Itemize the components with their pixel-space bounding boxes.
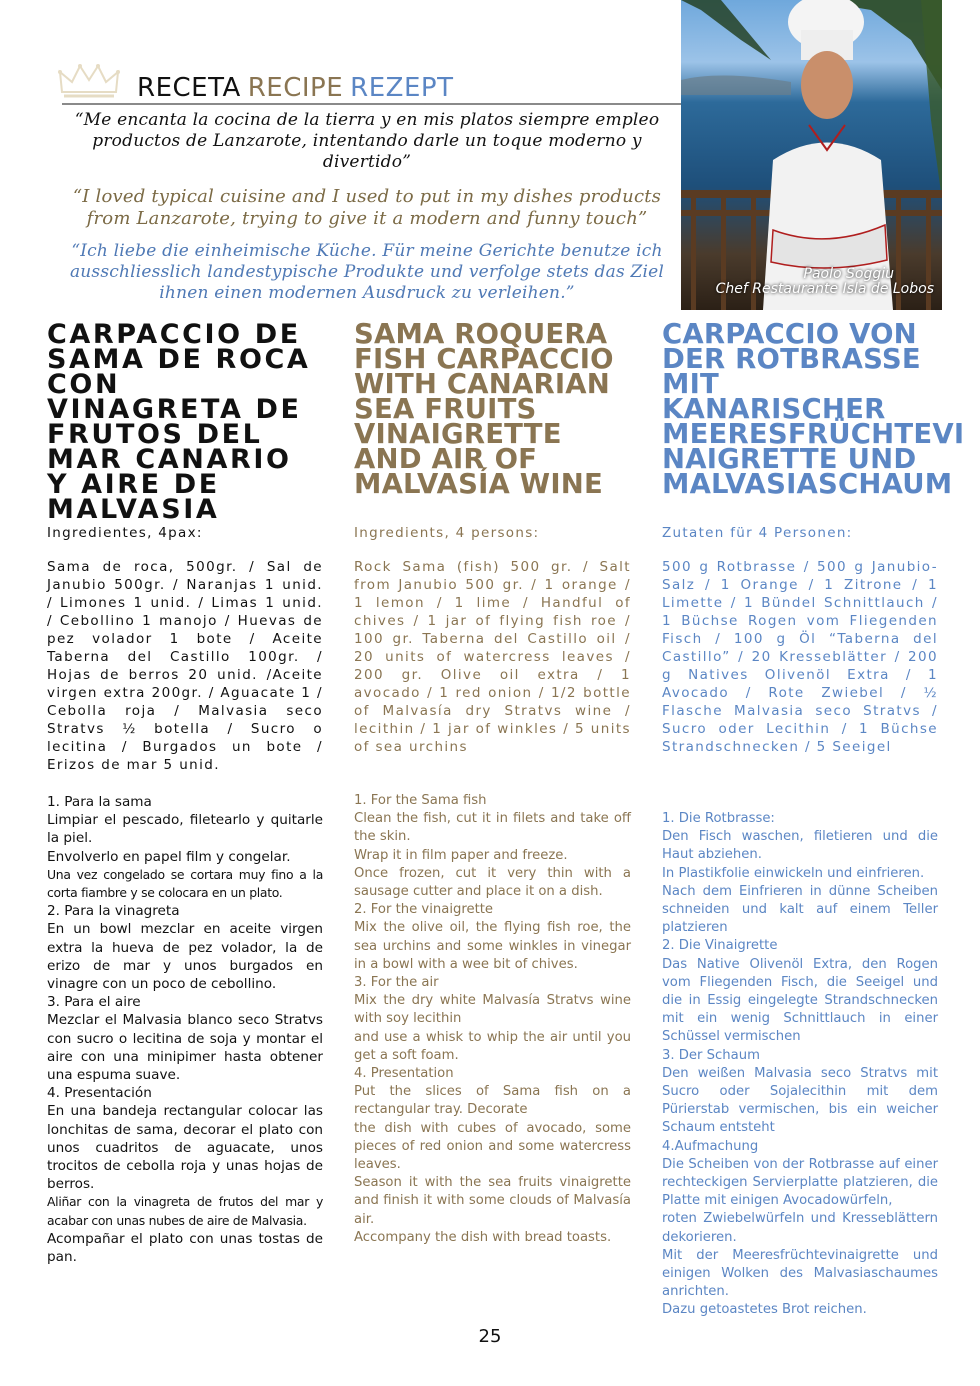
chef-name: Paolo Soggiu xyxy=(803,266,894,282)
step-line: Mit der Meeresfrüchtevinaigrette und einigen Wolken des Malvasiaschaumes anrichten. xyxy=(662,1247,938,1300)
step-line: Mix the olive oil, the flying fish roe, the sea urchins and some winkles in vinegar in a bowl with a wee bit of chives. xyxy=(354,920,631,972)
step-line: 1. Die Rotbrasse: xyxy=(662,811,775,826)
recipe-column-german xyxy=(662,318,965,1318)
step-line: Limpiar el pescado, filetearlo y quitarle la piel. xyxy=(47,812,323,847)
step-line: roten Zwiebelwürfeln und Kresseblättern dekorieren. xyxy=(662,1211,938,1245)
step-line: 3. Der Schaum xyxy=(662,1047,760,1063)
step-line: Das Native Olivenöl Extra, den Rogen vom Fliegenden Fisch, die Seeigel und die in Essig eingelegte Strandschnecken mit ein wenig Schnittlauch in einer Schüssel vermischen xyxy=(662,956,938,1045)
ingredients-heading-spanish: Ingredientes, 4pax: xyxy=(47,525,203,541)
steps-german xyxy=(662,810,938,1320)
quote-english: “I loved typical cuisine and I used to put in my dishes products from Lanzarote, trying to give it a modern and funny touch” xyxy=(72,186,662,229)
ingredients-heading-german: Zutaten für 4 Personen: xyxy=(662,525,853,541)
chef-photo xyxy=(681,0,942,310)
step-line: Accompany the dish with bread toasts. xyxy=(354,1229,612,1245)
recipe-title-spanish: CARPACCIO DE SAMA DE ROCA CON VINAGRETA DE FRUTOS DEL MAR CANARIO Y AIRE DE MALVASIA xyxy=(47,319,311,525)
step-line: 1. For the Sama fish xyxy=(354,793,487,808)
ingredients-spanish: Sama de roca, 500gr. / Sal de Janubio 500gr. / Naranjas 1 unid. / Limones 1 unid. / Limas 1 unid. / Cebollino 1 manojo / Huevas de pez volador 1 bote / Aceite Taberna del Castillo 100gr. / Hojas de berros 20 unid. /Aceite virgen extra 200gr. / Aguacate 1 / Cebolla roja / Malvasia seco Stratvs ½ botella / Sucro o lecitina / Burgados un bote / Erizos de mar 5 unid. xyxy=(47,559,323,773)
steps-spanish xyxy=(47,793,323,1266)
step-line: 4. Presentación xyxy=(47,1085,152,1102)
step-line: 3. For the air xyxy=(354,975,439,991)
step-line: En un bowl mezclar en aceite virgen extra la hueva de pez volador, la de erizo de mar y unos burgados en vinagre con un poco de cebollino. xyxy=(47,921,323,993)
step-line: In Plastikfolie einwickeln und einfrieren. xyxy=(662,865,925,881)
recipe-column-english xyxy=(354,318,632,1245)
step-line: Envolverlo en papel film y congelar. xyxy=(47,848,291,865)
step-line: Mix the dry white Malvasía Stratvs wine with soy lecithin xyxy=(354,993,631,1027)
recipe-title-english: SAMA ROQUERA FISH CARPACCIO WITH CANARIAN SEA FRUITS VINAIGRETTE AND AIR OF MALVASÍA WINE xyxy=(354,318,614,500)
step-line: the dish with cubes of avocado, some pieces of red onion and some watercress leaves. xyxy=(354,1120,631,1173)
step-line: Clean the fish, cut it in filets and take off the skin. xyxy=(354,811,631,845)
recipe-header xyxy=(137,72,460,104)
header-word-es: RECETA xyxy=(137,73,241,103)
step-line: 2. For the vinaigrette xyxy=(354,902,494,918)
step-line: Die Scheiben von der Rotbrasse auf einer rechteckigen Servierplatte platzieren, die Platte mit einigen Avocadowürfeln, xyxy=(662,1156,938,1209)
step-line: 2. Para la vinagreta xyxy=(47,903,180,920)
ingredients-english: Rock Sama (fish) 500 gr. / Salt from Janubio 500 gr. / 1 orange / 1 lemon / 1 lime / Handful of chives / 1 jar of flying fish roe / 100 gr. Taberna del Castillo oil / 20 units of watercress leaves / 200 gr. Olive oil extra / 1 avocado / 1 red onion / 1/2 bottle of Malvasía dry Stratvs wine / lecithin / 1 jar of winkles / 5 units of sea urchins xyxy=(354,559,631,755)
step-line: Season it with the sea fruits vinaigrette and finish it with some clouds of Malvasía air. xyxy=(354,1175,631,1227)
step-line: Once frozen, cut it very thin with a sausage cutter and place it on a dish. xyxy=(354,865,631,900)
crown-logo-icon xyxy=(58,62,120,102)
step-line: Den Fisch waschen, filetieren und die Haut abziehen. xyxy=(662,829,938,863)
page-number: 25 xyxy=(478,1326,502,1347)
step-line: Put the slices of Sama fish on a rectangular tray. Decorate xyxy=(354,1084,631,1118)
step-line: 3. Para el aire xyxy=(47,994,141,1011)
header-word-en: RECIPE xyxy=(247,73,344,103)
step-line: Una vez congelado se cortara muy fino a la corta fiambre y se colocara en un plato. xyxy=(47,866,323,901)
header-divider xyxy=(62,103,682,105)
step-line: 4.Aufmachung xyxy=(662,1138,759,1154)
recipe-column-spanish xyxy=(47,319,325,1266)
step-line: 4. Presentation xyxy=(354,1066,454,1082)
step-line: Nach dem Einfrieren in dünne Scheiben schneiden und kalt auf einem Teller platzieren xyxy=(662,883,938,936)
ingredients-german: 500 g Rotbrasse / 500 g Janubio-Salz / 1 Orange / 1 Zitrone / 1 Limette / 1 Bündel Schnittlauch / 1 Büchse Rogen vom Fliegenden Fisch / 100 g Öl “Taberna del Castillo” / 20 Kresseblätter / 200 g Natives Olivenöl Extra / 1 Avocado / Rote Zwiebel / ½ Flasche Malvasia seco Stratvs / Sucro oder Lecithin / 1 Büchse Strandschnecken / 5 Seeigel xyxy=(662,559,938,755)
chef-role: Chef Restaurante Isla de Lobos xyxy=(715,281,934,297)
step-line: Acompañar el plato con unas tostas de pan. xyxy=(47,1230,323,1266)
ingredients-heading-english: Ingredients, 4 persons: xyxy=(354,525,540,541)
step-line: En una bandeja rectangular colocar las lonchitas de sama, decorar el plato con unos cuadritos de aguacate, unos trocitos de cebolla roja y unas hojas de berros. xyxy=(47,1103,323,1193)
header-word-de: REZEPT xyxy=(350,73,454,103)
quote-spanish: “Me encanta la cocina de la tierra y en mis platos siempre empleo productos de Lanzarote, intentando darle un toque moderno y divertido” xyxy=(74,110,660,172)
step-line: 2. Die Vinaigrette xyxy=(662,938,778,954)
recipe-title-german: CARPACCIO VON DER ROTBRASSE MIT KANARISCHER MEERESFRÜCHTEVI NAIGRETTE UND MALVASIASCHAUM xyxy=(662,318,965,500)
quote-german: “Ich liebe die einheimische Küche. Für meine Gerichte benutze ich ausschliesslich landestypische Produkte und verfolge stets das Ziel ihnen einen modernen Ausdruck zu verleihen.” xyxy=(69,241,665,303)
step-line: and use a whisk to whip the air until you get a soft foam. xyxy=(354,1029,631,1063)
step-line: Wrap it in film paper and freeze. xyxy=(354,847,568,863)
step-line: Aliñar con la vinagreta de frutos del mar y acabar con unas nubes de aire de Malvasia. xyxy=(47,1194,323,1228)
step-line: 1. Para la sama xyxy=(47,794,152,810)
step-line: Mezclar el Malvasia blanco seco Stratvs con sucro o lecitina de soja y montar el aire con una minipimer hasta obtener una espuma suave. xyxy=(47,1012,323,1084)
step-line: Den weißen Malvasia seco Stratvs mit Sucro oder Sojalecithin mit dem Pürierstab vermischen, bis ein weicher Schaum entsteht xyxy=(662,1065,938,1136)
steps-english xyxy=(354,792,631,1247)
step-line: Dazu getoastetes Brot reichen. xyxy=(662,1302,867,1318)
